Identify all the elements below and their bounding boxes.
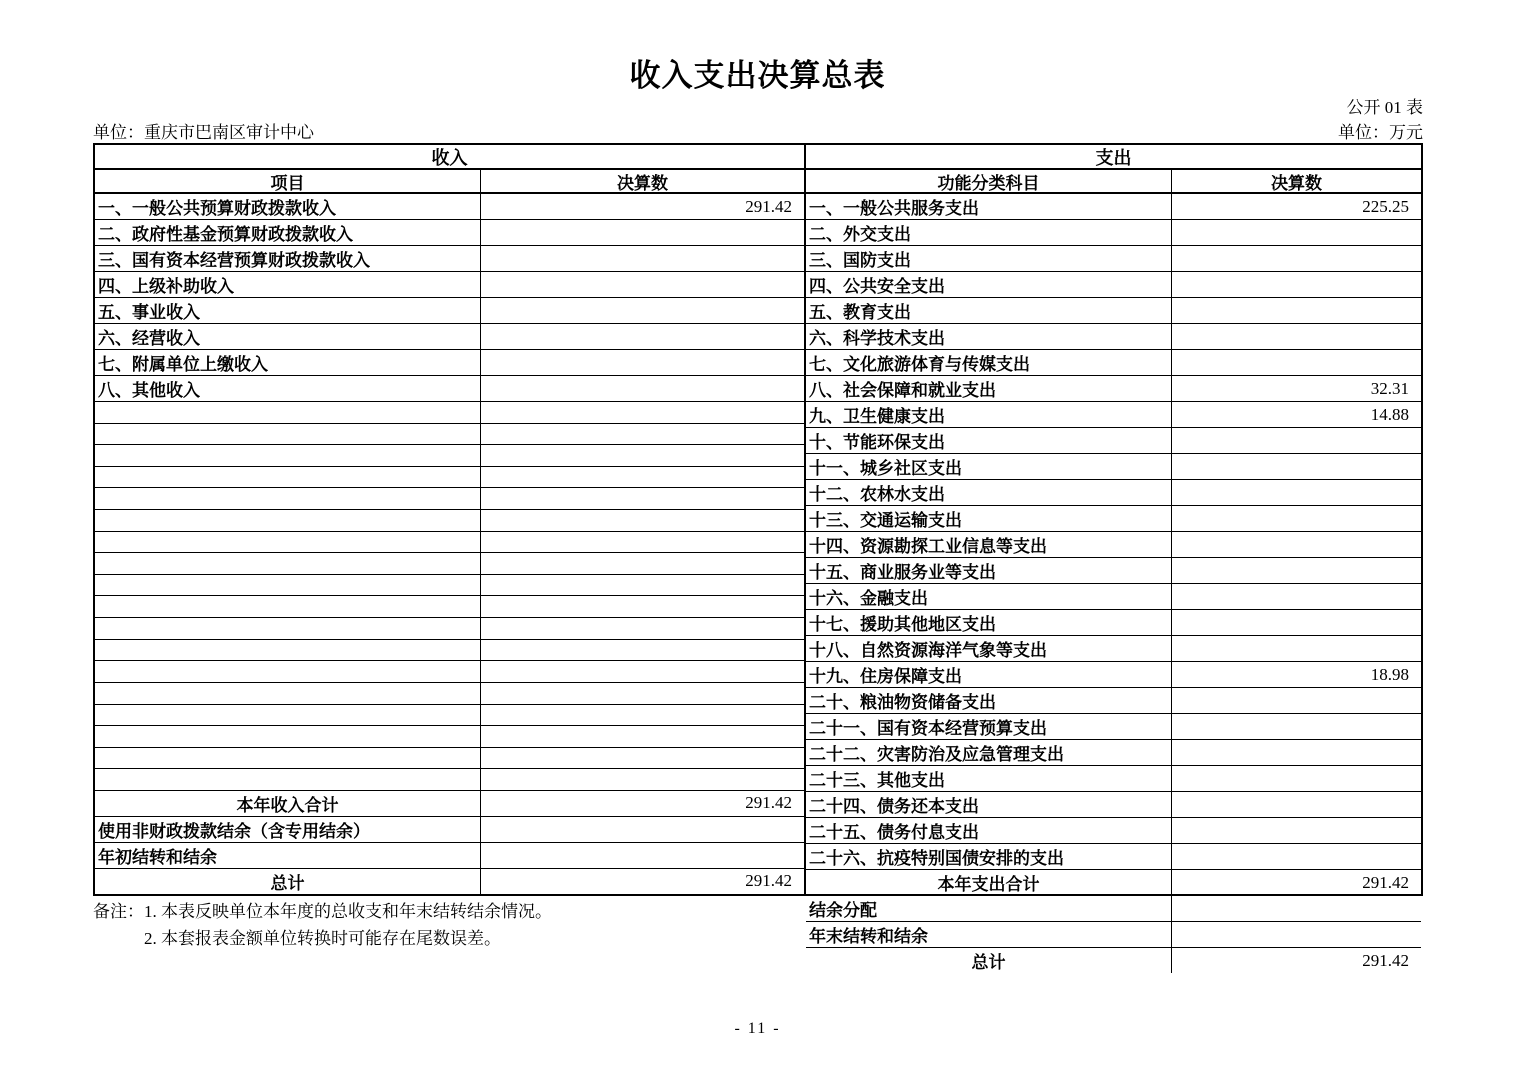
income-item-label [95,661,481,682]
expense-item-label: 二十三、其他支出 [806,766,1172,791]
expense-item-label: 十八、自然资源海洋气象等支出 [806,636,1172,661]
income-item-value [481,640,804,661]
expense-item-label: 十六、金融支出 [806,584,1172,609]
expense-item-label: 二十六、抗疫特别国债安排的支出 [806,844,1172,869]
expense-item-value [1172,480,1421,505]
table-row [806,298,1421,324]
income-item-label: 二、政府性基金预算财政拨款收入 [95,220,481,245]
income-item-label [95,424,481,445]
table-row [806,532,1421,558]
income-item-value [481,618,804,639]
table-row [95,661,804,683]
income-item-label [95,510,481,531]
table-row [806,766,1421,792]
income-item-label [95,596,481,617]
expense-item-value [1172,272,1421,297]
expense-item-label: 本年支出合计 [806,870,1172,895]
unit-money-label: 单位：万元 [1338,123,1423,142]
expense-item-value [1172,584,1421,609]
table-row [806,896,1421,922]
income-item-value: 291.42 [745,871,792,891]
table-row [95,467,804,489]
table-row [95,445,804,467]
table-row [95,596,804,618]
expense-item-label: 二、外交支出 [806,220,1172,245]
expense-item-value: 18.98 [1370,664,1409,684]
table-row [95,376,804,402]
income-item-value [481,272,804,297]
expense-item-label: 二十一、国有资本经营预算支出 [806,714,1172,739]
table-row [95,640,804,662]
income-item-value [481,575,804,596]
expense-item-label: 十四、资源勘探工业信息等支出 [806,532,1172,557]
note-line: 备注：1. 本表反映单位本年度的总收支和年末结转结余情况。 [93,902,552,921]
expense-item-label: 四、公共安全支出 [806,272,1172,297]
income-item-label: 总计 [95,869,481,894]
income-item-label: 五、事业收入 [95,298,481,323]
page-title: 收入支出决算总表 [629,58,886,93]
expense-item-label: 总计 [806,948,1172,973]
income-item-label: 本年收入合计 [95,791,481,816]
income-section [95,145,806,894]
table-row [95,272,804,298]
table-row [806,662,1421,688]
expense-item-value [1172,246,1421,271]
table-row [95,532,804,554]
income-col-value-header: 决算数 [617,173,668,193]
income-item-label [95,467,481,488]
expense-item-value [1172,532,1421,557]
income-item-label: 一、一般公共预算财政拨款收入 [95,194,481,219]
table-row [806,584,1421,610]
income-item-value: 291.42 [745,196,792,216]
income-item-value [481,488,804,509]
doc-number-label: 公开 01 表 [1346,98,1423,117]
table-row [806,948,1421,973]
income-item-label [95,769,481,790]
table-row [806,818,1421,844]
expense-item-label: 六、科学技术支出 [806,324,1172,349]
income-item-label [95,683,481,704]
unit-name-label: 单位：重庆市巴南区审计中心 [93,123,314,142]
income-item-value [481,553,804,574]
income-item-value [481,324,804,349]
expense-item-value [1172,298,1421,323]
table-row [806,792,1421,818]
table-row [95,488,804,510]
expense-item-value: 291.42 [1362,872,1409,892]
income-item-value [481,532,804,553]
income-item-value [481,817,804,842]
table-row [95,246,804,272]
income-item-value [481,445,804,466]
expense-item-label: 七、文化旅游体育与传媒支出 [806,350,1172,375]
expense-item-value: 291.42 [1362,950,1409,970]
income-item-label: 八、其他收入 [95,376,481,401]
table-row [95,194,804,220]
income-item-label: 六、经营收入 [95,324,481,349]
expense-item-value [1172,610,1421,635]
table-row [95,843,804,869]
table-row [95,618,804,640]
expense-item-label: 十一、城乡社区支出 [806,454,1172,479]
table-row [806,454,1421,480]
table-row [95,575,804,597]
expense-item-value [1172,220,1421,245]
expense-item-label: 八、社会保障和就业支出 [806,376,1172,401]
income-item-value [481,376,804,401]
expense-item-value [1172,766,1421,791]
expense-item-value [1172,350,1421,375]
table-row [95,817,804,843]
table-row [806,922,1421,948]
table-row [806,480,1421,506]
expense-item-value [1172,506,1421,531]
expense-item-label: 年末结转和结余 [806,922,1172,947]
expense-item-label: 二十五、债务付息支出 [806,818,1172,843]
expense-item-value [1172,740,1421,765]
expense-item-label: 三、国防支出 [806,246,1172,271]
income-item-value [481,246,804,271]
income-item-label: 七、附属单位上缴收入 [95,350,481,375]
income-item-label [95,705,481,726]
income-item-label [95,445,481,466]
expense-section [806,145,1421,972]
expense-item-label: 五、教育支出 [806,298,1172,323]
income-item-value [481,661,804,682]
income-item-label [95,640,481,661]
expense-item-label: 二十二、灾害防治及应急管理支出 [806,740,1172,765]
income-item-value [481,596,804,617]
income-item-label: 三、国有资本经营预算财政拨款收入 [95,246,481,271]
expense-item-label: 结余分配 [806,896,1172,921]
expense-item-value [1172,922,1421,947]
table-row [95,350,804,376]
table-row [806,324,1421,350]
income-column-header [95,170,804,194]
table-row [95,324,804,350]
income-item-value [481,769,804,790]
expense-item-value: 32.31 [1370,378,1409,398]
table-row [806,428,1421,454]
expense-item-label: 二十、粮油物资储备支出 [806,688,1172,713]
expense-item-value [1172,792,1421,817]
income-item-value [481,705,804,726]
table-row [806,844,1421,870]
table-row [806,220,1421,246]
income-item-label [95,575,481,596]
income-item-label [95,748,481,769]
expense-item-label: 十九、住房保障支出 [806,662,1172,687]
table-row [95,869,804,894]
table-row [95,683,804,705]
income-item-value [481,510,804,531]
table-row [95,769,804,791]
income-item-value [481,220,804,245]
expense-item-label: 十五、商业服务业等支出 [806,558,1172,583]
table-row [95,298,804,324]
table-row [806,272,1421,298]
notes [93,898,552,952]
expense-item-value [1172,454,1421,479]
expense-item-value [1172,324,1421,349]
table-row [806,688,1421,714]
income-item-label [95,726,481,747]
expense-item-label: 十、节能环保支出 [806,428,1172,453]
expense-item-label: 一、一般公共服务支出 [806,194,1172,219]
table-row [806,376,1421,402]
income-item-value [481,748,804,769]
income-item-value [481,350,804,375]
income-item-label: 四、上级补助收入 [95,272,481,297]
table-row [95,726,804,748]
income-item-value [481,424,804,445]
table-row [95,705,804,727]
table-row [806,714,1421,740]
expense-section-header: 支出 [806,145,1421,170]
table-row [806,350,1421,376]
expense-col-value-header: 决算数 [1271,173,1322,193]
income-item-value [481,298,804,323]
income-item-value [481,402,804,423]
income-item-label [95,618,481,639]
expense-item-value [1172,558,1421,583]
income-item-label: 使用非财政拨款结余（含专用结余） [95,817,481,842]
expense-item-value [1172,818,1421,843]
table-row [95,791,804,817]
income-item-label: 年初结转和结余 [95,843,481,868]
income-item-value [481,683,804,704]
income-item-label [95,488,481,509]
table-row [95,510,804,532]
income-item-label [95,402,481,423]
table-row [806,558,1421,584]
income-rows [95,194,804,894]
table-row [806,402,1421,428]
expense-item-value [1172,896,1421,921]
expense-item-value [1172,636,1421,661]
income-item-value [481,726,804,747]
expense-item-label: 十七、援助其他地区支出 [806,610,1172,635]
table-row [806,246,1421,272]
expense-col-item-header: 功能分类科目 [806,170,1172,192]
table-row [95,402,804,424]
table-row [95,424,804,446]
income-item-value [481,843,804,868]
table-row [806,870,1421,896]
table-row [806,636,1421,662]
expense-item-value [1172,688,1421,713]
expense-item-value [1172,428,1421,453]
expense-item-label: 九、卫生健康支出 [806,402,1172,427]
table-row [806,610,1421,636]
table-row [95,748,804,770]
expense-item-label: 十二、农林水支出 [806,480,1172,505]
table-row [806,506,1421,532]
expense-column-header [806,170,1421,194]
income-item-label [95,532,481,553]
table-row [95,553,804,575]
page-number: - 11 - [734,1020,781,1037]
income-item-value: 291.42 [745,793,792,813]
table-row [806,194,1421,220]
expense-item-label: 十三、交通运输支出 [806,506,1172,531]
expense-item-value: 14.88 [1370,404,1409,424]
income-section-header: 收入 [95,145,804,170]
table-row [806,740,1421,766]
income-col-item-header: 项目 [95,170,481,192]
expense-item-value [1172,844,1421,869]
expense-rows [806,194,1421,973]
expense-item-label: 二十四、债务还本支出 [806,792,1172,817]
expense-item-value [1172,714,1421,739]
income-item-label [95,553,481,574]
expense-item-value: 225.25 [1362,196,1409,216]
income-item-value [481,467,804,488]
note-line: 2. 本套报表金额单位转换时可能存在尾数误差。 [144,929,501,948]
table-row [95,220,804,246]
